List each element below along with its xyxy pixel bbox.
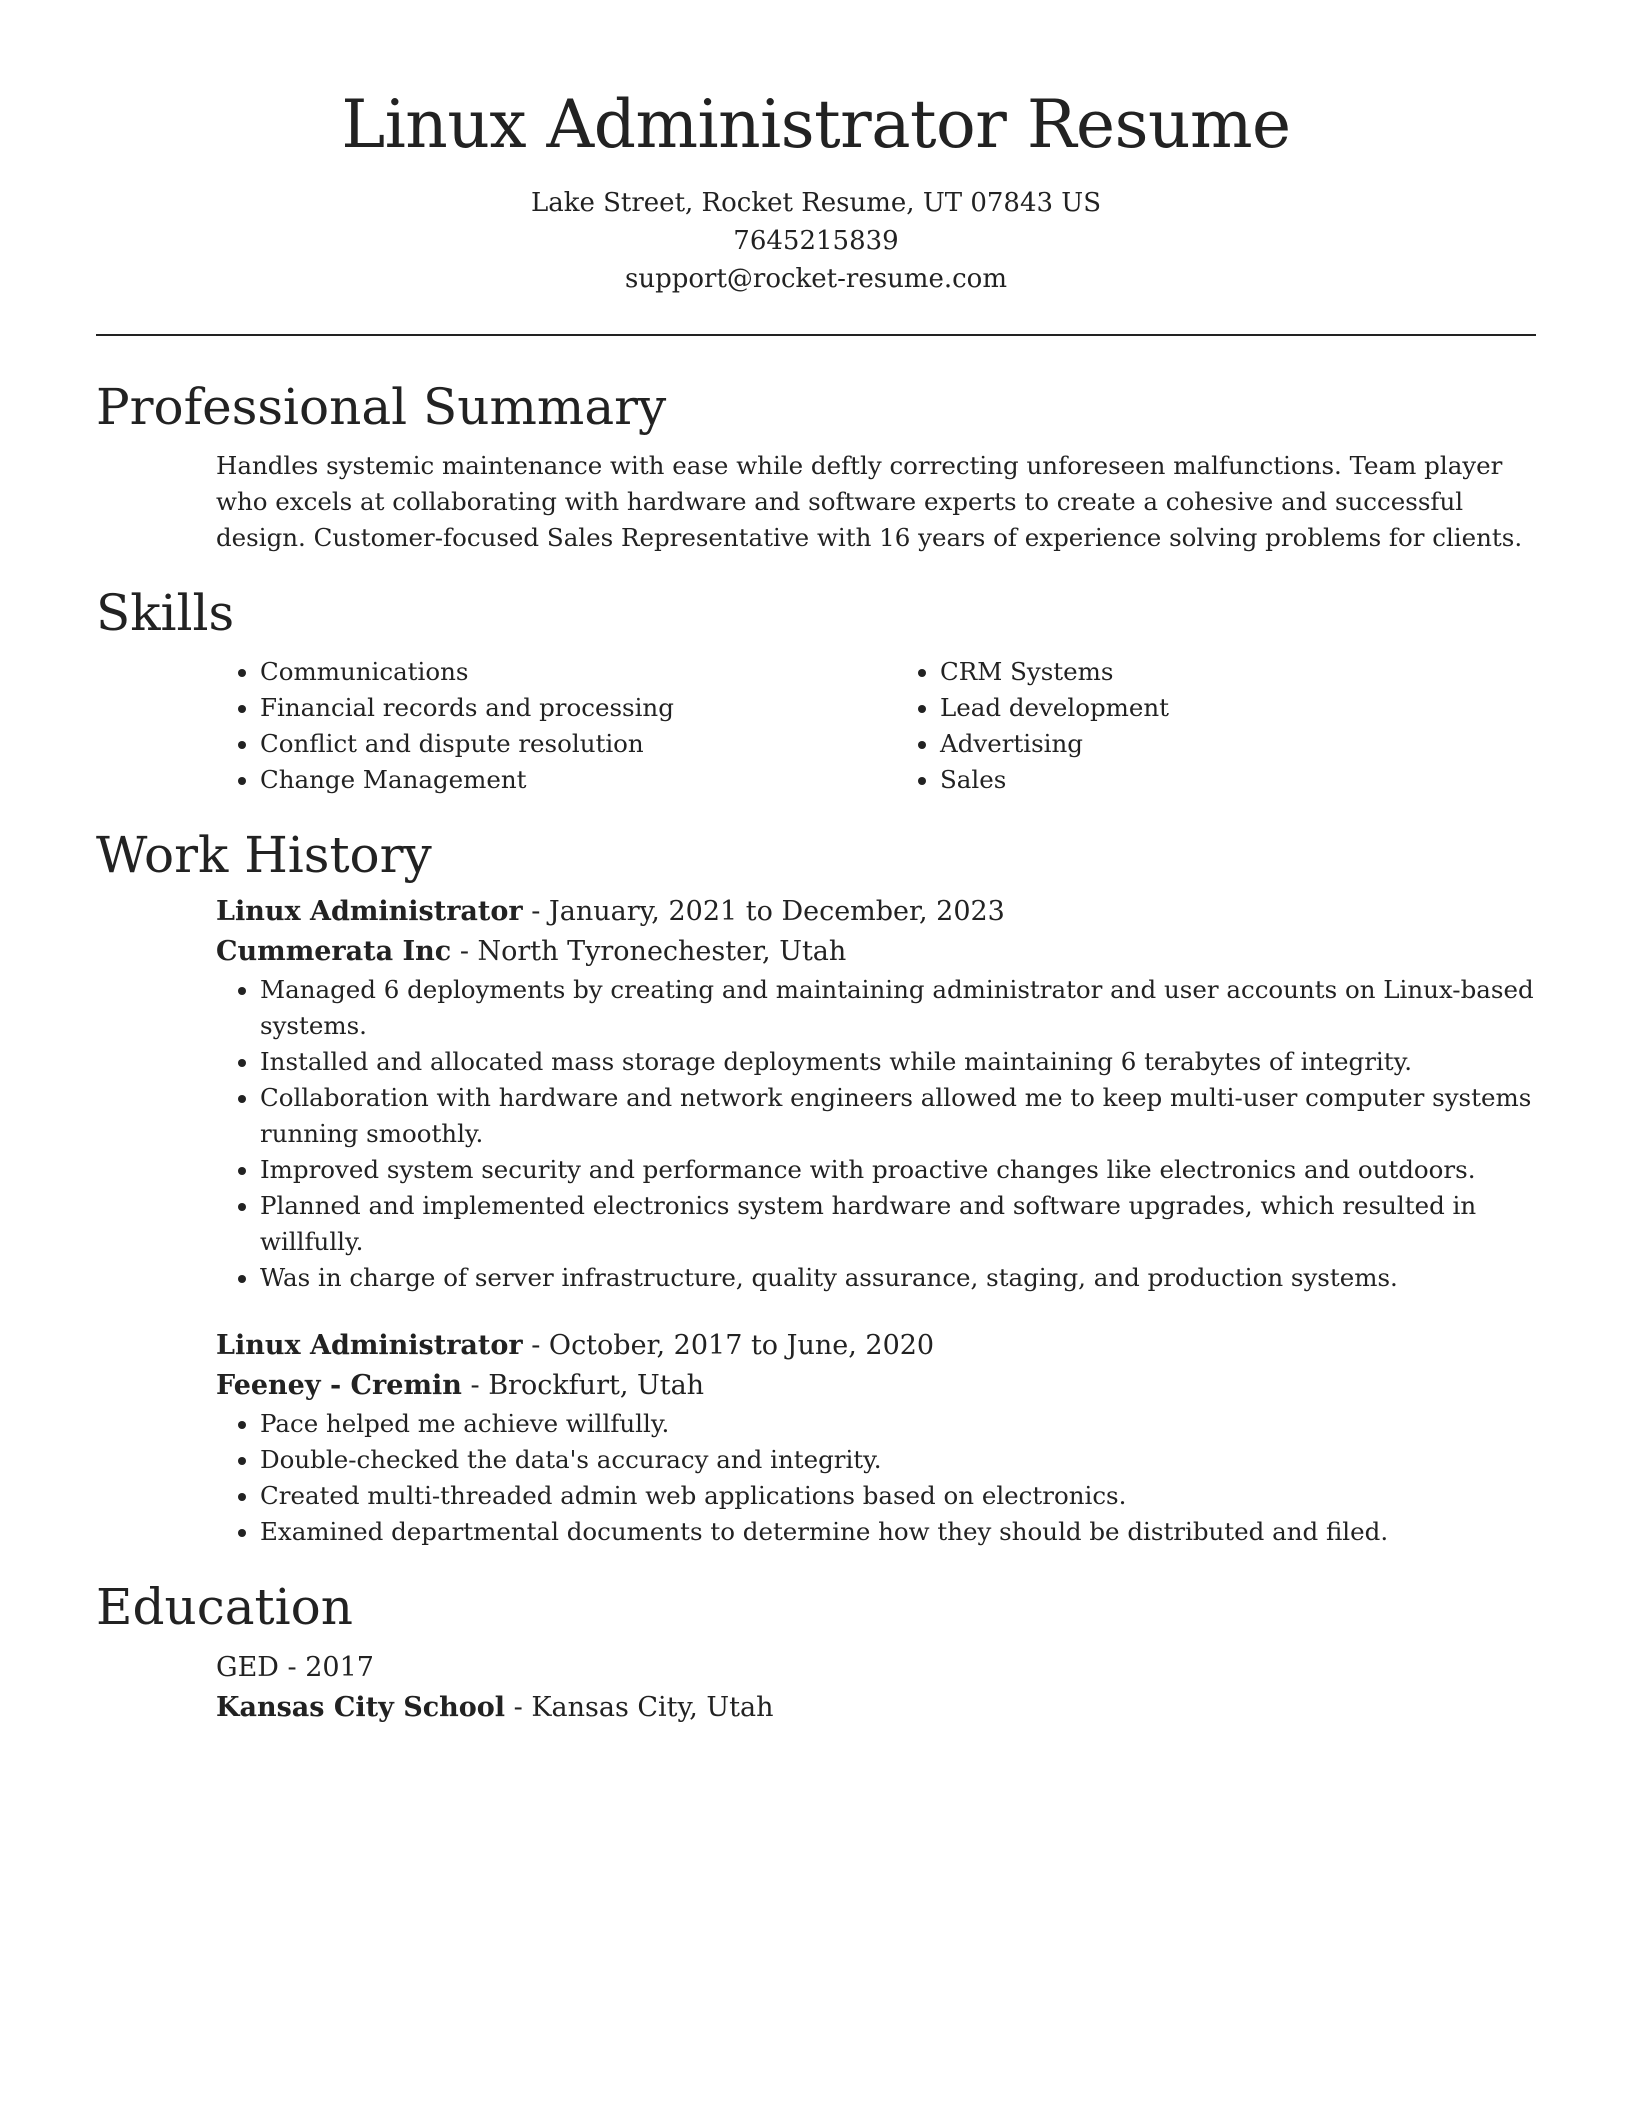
education-location: - Kansas City, Utah [505,1692,774,1723]
skill-item: • Change Management [260,762,876,798]
job-bullet: • Planned and implemented electronics system hardware and software upgrades, which resulted in willfully. [260,1188,1536,1260]
job-location: - North Tyronechester, Utah [451,936,847,967]
job-bullet: • Improved system security and performance with proactive changes like electronics and outdoors. [260,1152,1536,1188]
job-title: Linux Administrator [216,1330,523,1361]
education-heading: Education [96,1578,353,1636]
skill-item: • Lead development [940,690,1536,726]
job-bullet: • Examined departmental documents to determine how they should be distributed and filed. [260,1514,1536,1550]
job-bullet: • Was in charge of server infrastructure, quality assurance, staging, and production systems. [260,1260,1536,1296]
job-title-line [216,1326,1536,1366]
contact-address: Lake Street, Rocket Resume, UT 07843 US [530,188,1102,218]
contact-phone: 7645215839 [733,226,899,256]
job-bullet: • Created multi-threaded admin web applications based on electronics. [260,1478,1536,1514]
header-divider [96,334,1536,336]
resume-title: Linux Administrator Resume [341,86,1291,163]
job-company-line [216,932,1536,972]
job-bullet: • Installed and allocated mass storage deployments while maintaining 6 terabytes of integrity. [260,1044,1536,1080]
education-school: Kansas City School [216,1692,506,1723]
job-company-line [216,1366,1536,1406]
job-dates: - October, 2017 to June, 2020 [522,1330,935,1361]
job-bullet: • Double-checked the data's accuracy and integrity. [260,1442,1536,1478]
job-bullet: • Pace helped me achieve willfully. [260,1406,1536,1442]
skill-item: • CRM Systems [940,654,1536,690]
contact-email: support@rocket-resume.com [624,264,1007,294]
job-entry [216,1326,1536,1550]
job-title: Linux Administrator [216,896,523,927]
job-company: Feeney - Cremin [216,1370,462,1401]
education-degree: GED - 2017 [216,1652,374,1683]
skills-list-right [876,654,1536,798]
skill-item: • Communications [260,654,876,690]
skills-list-left [216,654,876,798]
contact-block [96,184,1536,298]
skills-grid [216,654,1536,798]
summary-text: Handles systemic maintenance with ease while deftly correcting unforeseen malfunctions. Team player who excels at collaborating with hardware and software experts to create a cohesive and successful design. Customer-focused Sales Representative with 16 years of experience solving problems for clients. [216,451,1523,552]
skill-item: • Advertising [940,726,1536,762]
job-location: - Brockfurt, Utah [461,1370,705,1401]
job-bullet: • Collaboration with hardware and network engineers allowed me to keep multi-user computer systems running smoothly. [260,1080,1536,1152]
resume-header [96,80,1536,298]
education-section [96,1574,1536,1728]
summary-heading: Professional Summary [96,378,667,436]
summary-section [96,374,1536,556]
skill-item: • Financial records and processing [260,690,876,726]
skills-section [96,580,1536,798]
job-bullets [216,1406,1536,1550]
job-company: Cummerata Inc [216,936,452,967]
skill-item: • Sales [940,762,1536,798]
work-section [96,822,1536,1550]
skill-item: • Conflict and dispute resolution [260,726,876,762]
work-heading: Work History [96,826,432,884]
skills-heading: Skills [96,584,235,642]
job-entry [216,892,1536,1296]
job-bullet: • Managed 6 deployments by creating and maintaining administrator and user accounts on Linux-based systems. [260,972,1536,1044]
job-dates: - January, 2021 to December, 2023 [522,896,1005,927]
job-title-line [216,892,1536,932]
job-bullets [216,972,1536,1296]
education-school-line [216,1688,1536,1728]
